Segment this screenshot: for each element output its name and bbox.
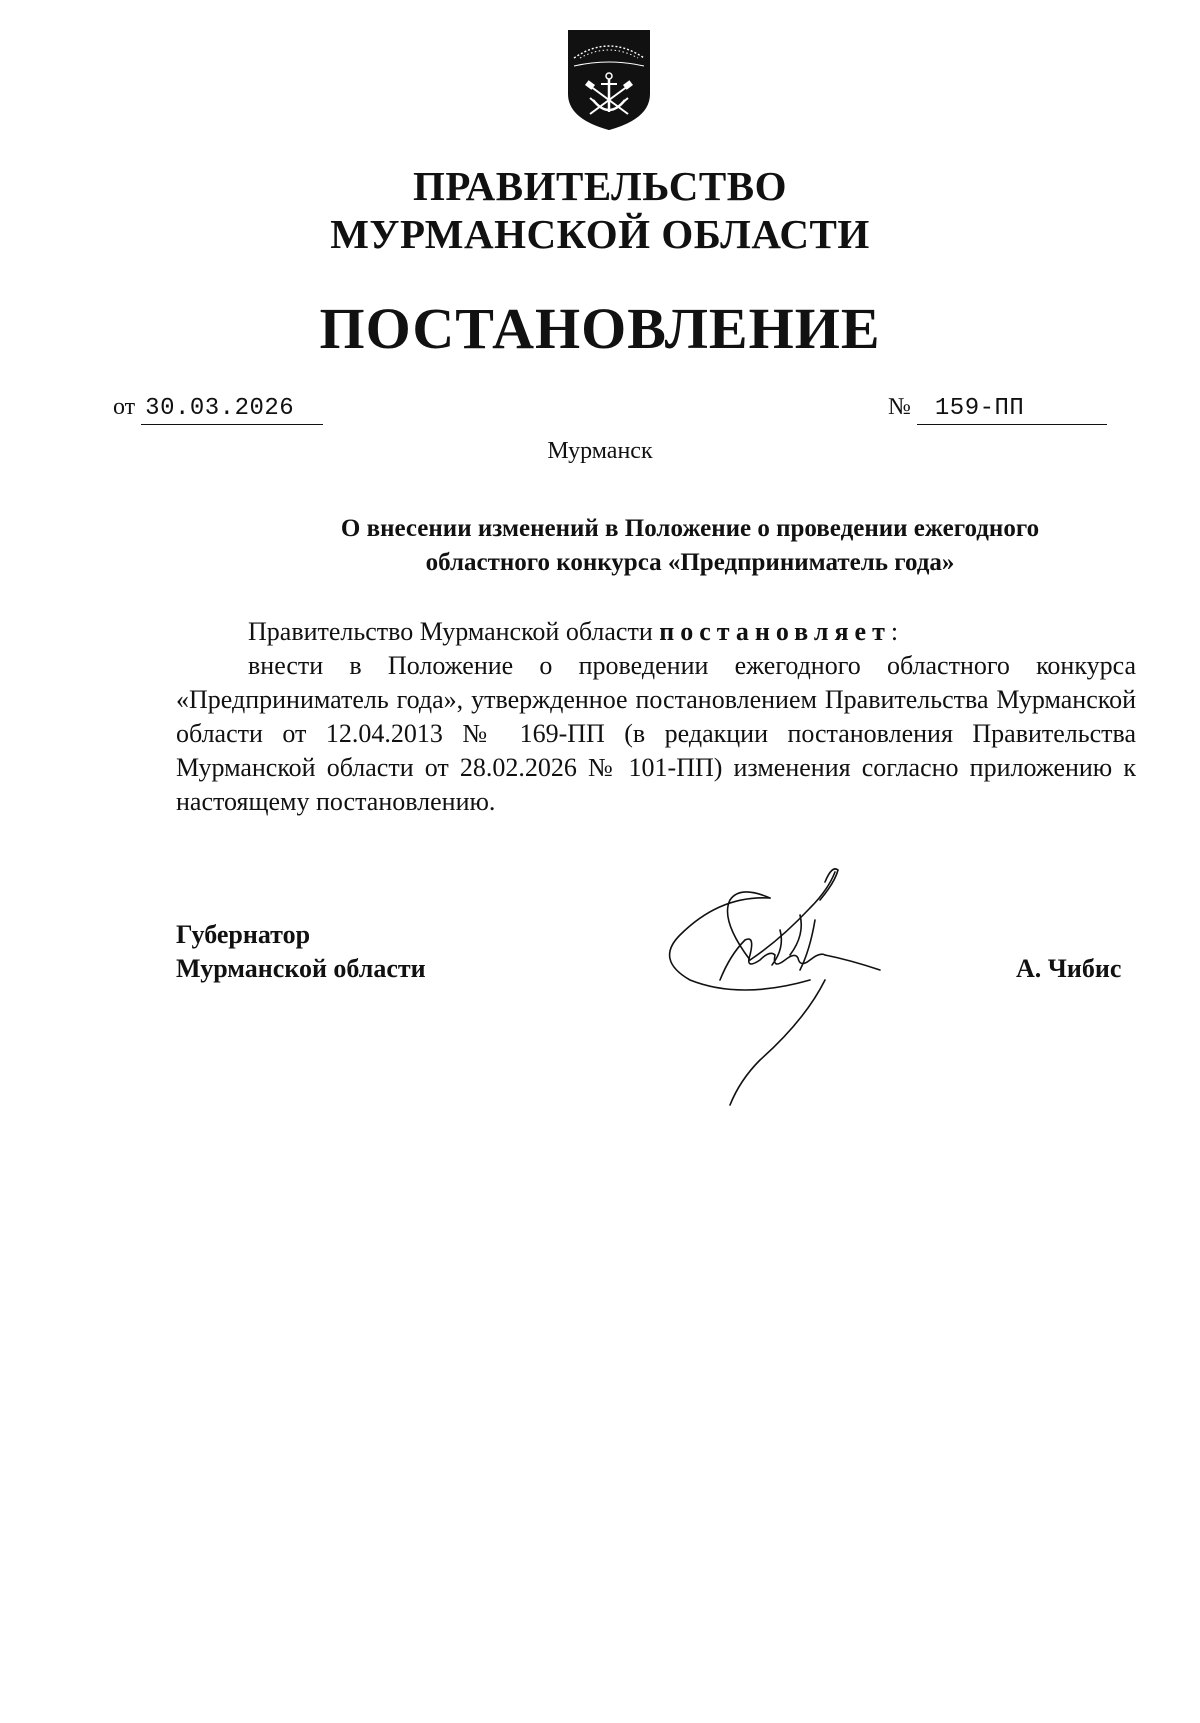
number-prefix: № <box>888 394 911 420</box>
document-type-title: ПОСТАНОВЛЕНИЕ <box>319 296 881 361</box>
document-subject <box>270 512 1110 580</box>
signer-title-line1: Губернатор <box>176 920 311 949</box>
signer-title <box>176 918 426 986</box>
date-value: 30.03.2026 <box>141 394 323 425</box>
city-name: Мурманск <box>547 438 653 464</box>
document-date <box>113 392 323 425</box>
handwritten-signature-icon <box>660 860 890 1110</box>
resolution-intro <box>176 615 1136 649</box>
document-body <box>176 615 1136 819</box>
mountain-anchor-crest-icon <box>566 28 652 132</box>
intro-suffix: : <box>890 617 899 646</box>
intro-prefix: Правительство Мурманской области <box>248 617 660 646</box>
document-number <box>888 392 1107 425</box>
intro-keyword: постановляет <box>659 617 891 646</box>
org-name-line2: МУРМАНСКОЙ ОБЛАСТИ <box>330 211 870 257</box>
subject-line1: О внесении изменений в Положение о проведении ежегодного <box>340 515 1040 542</box>
signer-title-line2: Мурманской области <box>176 954 426 983</box>
signer-name: А. Чибис <box>1016 954 1122 983</box>
subject-line2: областного конкурса «Предприниматель года» <box>425 549 955 576</box>
org-name-line1: ПРАВИТЕЛЬСТВО <box>412 163 788 209</box>
date-prefix: от <box>113 394 136 420</box>
resolution-paragraph: внести в Положение о проведении ежегодного областного конкурса «Предприниматель года», утвержденное постановлением Правительства Мурманской области от 12.04.2013 № 169-ПП (в редакции постановления Правительства Мурманской области от 28.02.2026 № 101-ПП) изменения согласно приложению к настоящему постановлению. <box>176 651 1136 816</box>
number-value: 159-ПП <box>917 394 1107 425</box>
